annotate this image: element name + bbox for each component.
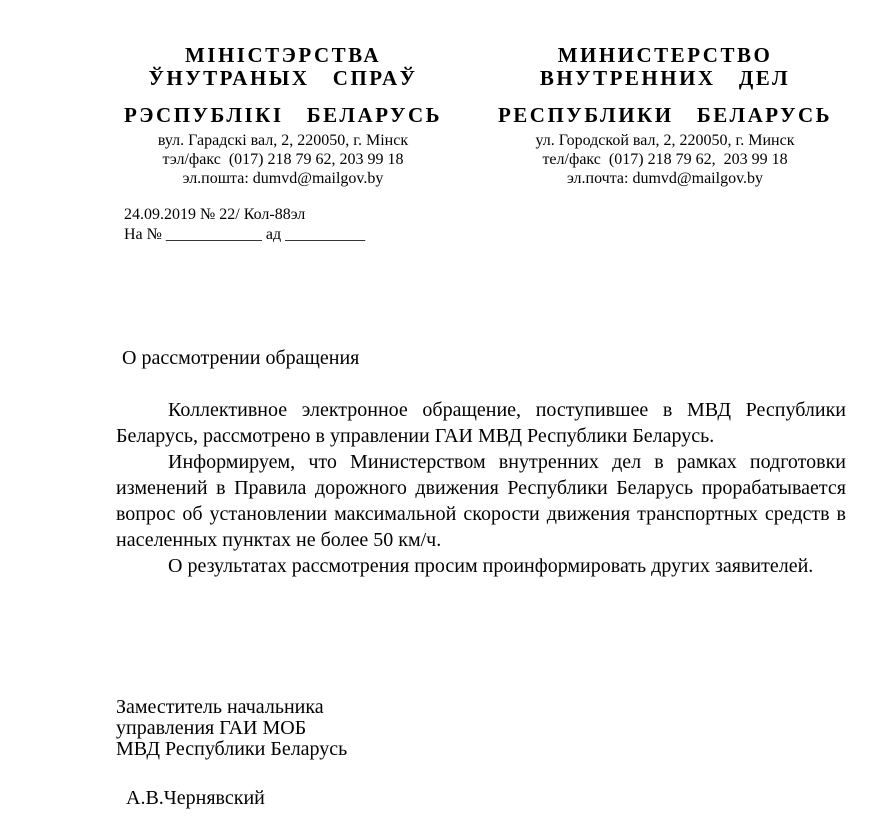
incoming-reference: На № ____________ ад __________ <box>124 226 366 243</box>
ministry-subtitle-ru: ВНУТРЕННИХ ДЕЛ <box>539 66 791 90</box>
letterhead-belarusian <box>118 44 448 188</box>
republic-title-be: РЭСПУБЛІКІ БЕЛАРУСЬ <box>123 103 442 127</box>
registration-block <box>124 205 365 245</box>
signer-position-line: МВД Республики Беларусь <box>116 738 348 760</box>
email-be: эл.пошта: dumvd@mailgov.by <box>182 170 384 187</box>
email-ru: эл.почта: dumvd@mailgov.by <box>566 170 764 187</box>
letterhead-russian <box>490 44 840 188</box>
address-ru: ул. Городской вал, 2, 220050, г. Минск <box>535 132 795 149</box>
ministry-subtitle-be: ЎНУТРАНЫХ СПРАЎ <box>148 66 418 90</box>
body-paragraph: О результатах рассмотрения просим проинформировать других заявителей. <box>168 555 814 577</box>
ministry-title-be: МІНІСТЭРСТВА <box>184 43 382 67</box>
address-be: вул. Гарадскі вал, 2, 220050, г. Мінск <box>157 132 409 149</box>
outgoing-number: 24.09.2019 № 22/ Кол-88эл <box>124 206 306 223</box>
republic-title-ru: РЕСПУБЛИКИ БЕЛАРУСЬ <box>497 103 833 127</box>
ministry-title-ru: МИНИСТЕРСТВО <box>557 43 773 67</box>
body-paragraph: Коллективное электронное обращение, поступившее в МВД Республики Беларусь, рассмотрено в управлении ГАИ МВД Республики Беларусь. <box>116 399 846 447</box>
phone-ru: тел/факс (017) 218 79 62, 203 99 18 <box>542 151 788 168</box>
signer-name: А.В.Чернявский <box>126 787 265 809</box>
letter-subject: О рассмотрении обращения <box>122 347 360 369</box>
signer-position-line: управления ГАИ МОБ <box>116 717 307 739</box>
body-paragraph: Информируем, что Министерством внутренних дел в рамках подготовки изменений в Правила дорожного движения Республики Беларусь прорабатывается вопрос об установлении максимальной скорости движения транспортных средств в населенных пунктах не более 50 км/ч. <box>116 451 846 551</box>
letter-body <box>116 397 846 579</box>
phone-be: тэл/факс (017) 218 79 62, 203 99 18 <box>162 151 404 168</box>
signer-position-line: Заместитель начальника <box>116 696 324 718</box>
signature-block <box>116 697 347 760</box>
